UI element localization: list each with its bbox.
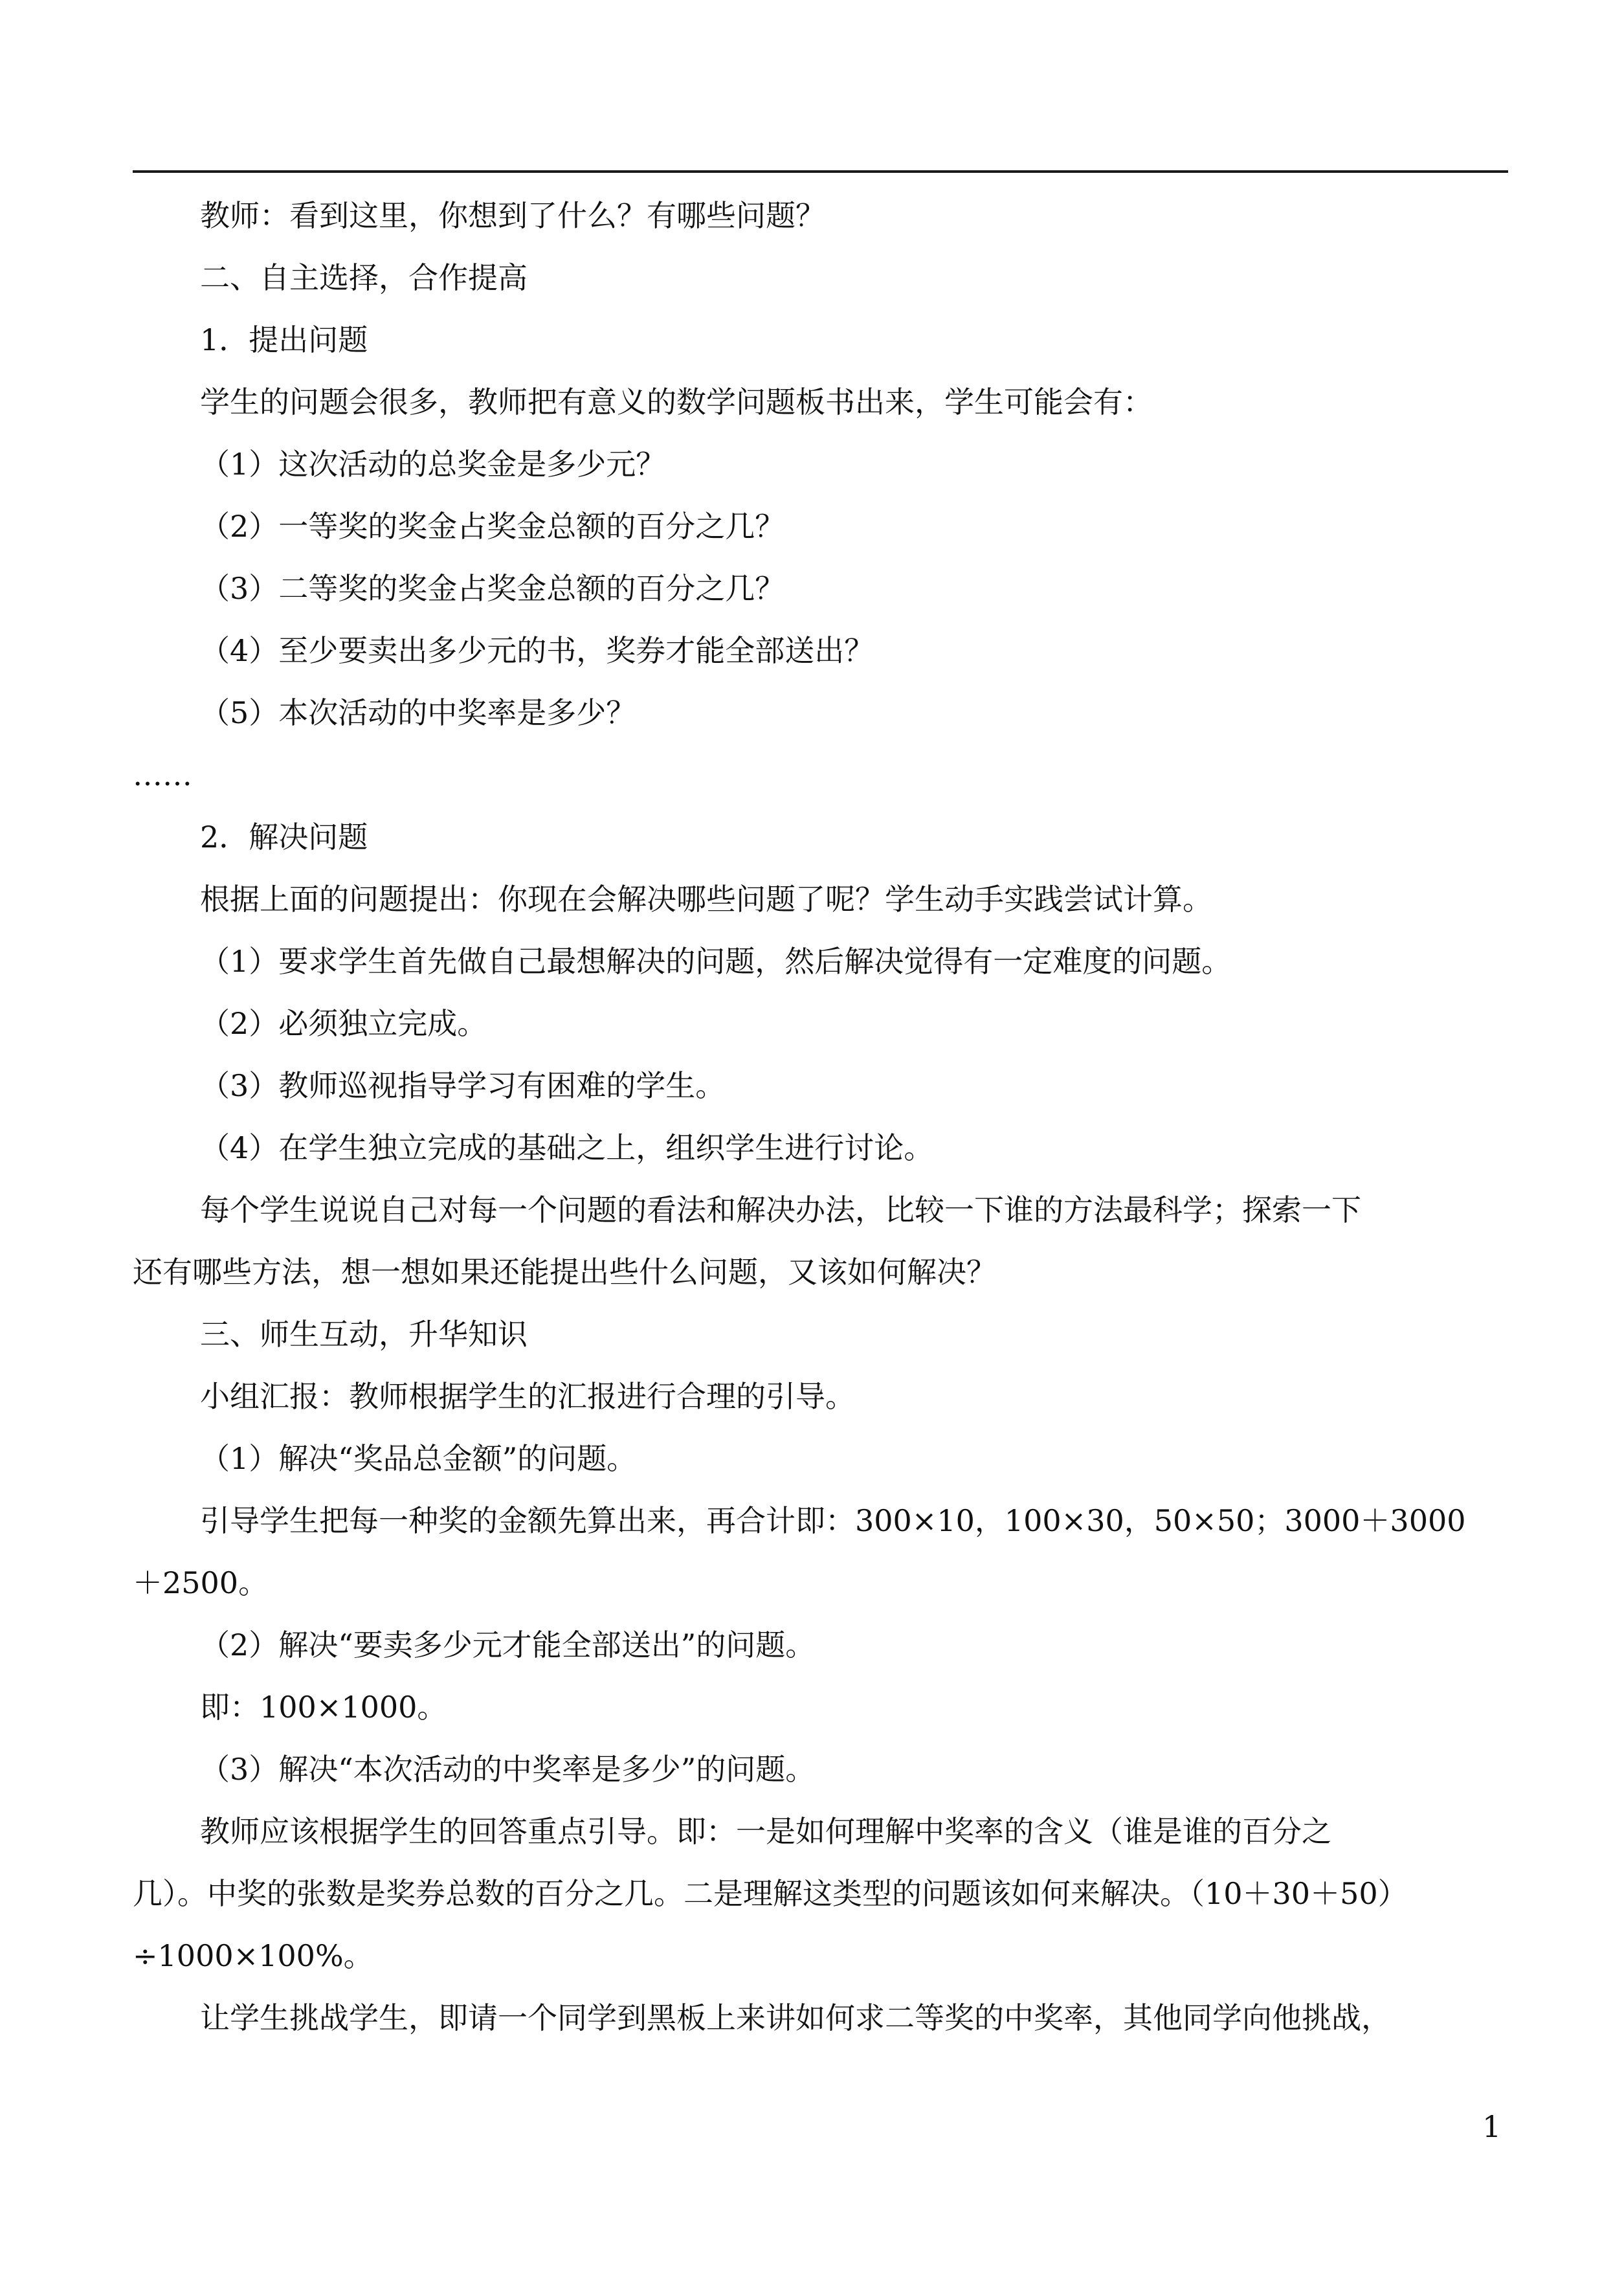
list-item: （3）解决“本次活动的中奖率是多少”的问题。 [200, 1752, 816, 1787]
paragraph-line: 根据上面的问题提出：你现在会解决哪些问题了呢？学生动手实践尝试计算。 [200, 882, 1212, 917]
list-item: （2）解决“要卖多少元才能全部送出”的问题。 [200, 1627, 816, 1662]
paragraph-line: 让学生挑战学生，即请一个同学到黑板上来讲如何求二等奖的中奖率，其他同学向他挑战， [200, 2000, 1391, 2035]
list-item: （5）本次活动的中奖率是多少？ [200, 695, 636, 730]
paragraph-line: 还有哪些方法，想一想如果还能提出些什么问题，又该如何解决？ [133, 1255, 996, 1290]
list-item: （1）这次活动的总奖金是多少元？ [200, 447, 666, 482]
page-number: 1 [1482, 2109, 1502, 2144]
paragraph-line: 学生的问题会很多，教师把有意义的数学问题板书出来，学生可能会有： [200, 385, 1153, 419]
paragraph-line: ＋2500。 [133, 1565, 269, 1600]
list-item: （3）教师巡视指导学习有困难的学生。 [200, 1068, 726, 1103]
list-item: （4）在学生独立完成的基础之上，组织学生进行讨论。 [200, 1130, 934, 1165]
list-item: （4）至少要卖出多少元的书，奖券才能全部送出？ [200, 633, 874, 668]
list-item: （2）一等奖的奖金占奖金总额的百分之几？ [200, 509, 785, 544]
paragraph-line: 引导学生把每一种奖的金额先算出来，再合计即：300×10，100×30，50×50；3000＋3000 [200, 1503, 1466, 1538]
section-heading: 二、自主选择，合作提高 [200, 260, 528, 295]
section-heading: 三、师生互动，升华知识 [200, 1317, 528, 1352]
paragraph-line: 几）。中奖的张数是奖券总数的百分之几。二是理解这类型的问题该如何来解决。（10＋30＋50） [133, 1876, 1408, 1911]
paragraph-line: 每个学生说说自己对每一个问题的看法和解决办法，比较一下谁的方法最科学；探索一下 [200, 1192, 1361, 1227]
subsection-heading: 1．提出问题 [200, 322, 368, 357]
document-body [133, 185, 1508, 2049]
ellipsis-line: …… [133, 757, 192, 792]
paragraph-line: ÷1000×100%。 [133, 1938, 373, 1973]
list-item: （3）二等奖的奖金占奖金总额的百分之几？ [200, 571, 785, 606]
paragraph-line: 即：100×1000。 [200, 1690, 447, 1725]
subsection-heading: 2．解决问题 [200, 820, 368, 855]
list-item: （1）解决“奖品总金额”的问题。 [200, 1441, 637, 1476]
list-item: （2）必须独立完成。 [200, 1006, 487, 1041]
paragraph-line: 教师应该根据学生的回答重点引导。即：一是如何理解中奖率的含义（谁是谁的百分之 [200, 1814, 1331, 1849]
list-item: （1）要求学生首先做自己最想解决的问题，然后解决觉得有一定难度的问题。 [200, 944, 1232, 979]
header-rule [133, 170, 1508, 173]
paragraph-line: 教师：看到这里，你想到了什么？有哪些问题？ [200, 198, 825, 233]
paragraph-line: 小组汇报：教师根据学生的汇报进行合理的引导。 [200, 1379, 855, 1414]
